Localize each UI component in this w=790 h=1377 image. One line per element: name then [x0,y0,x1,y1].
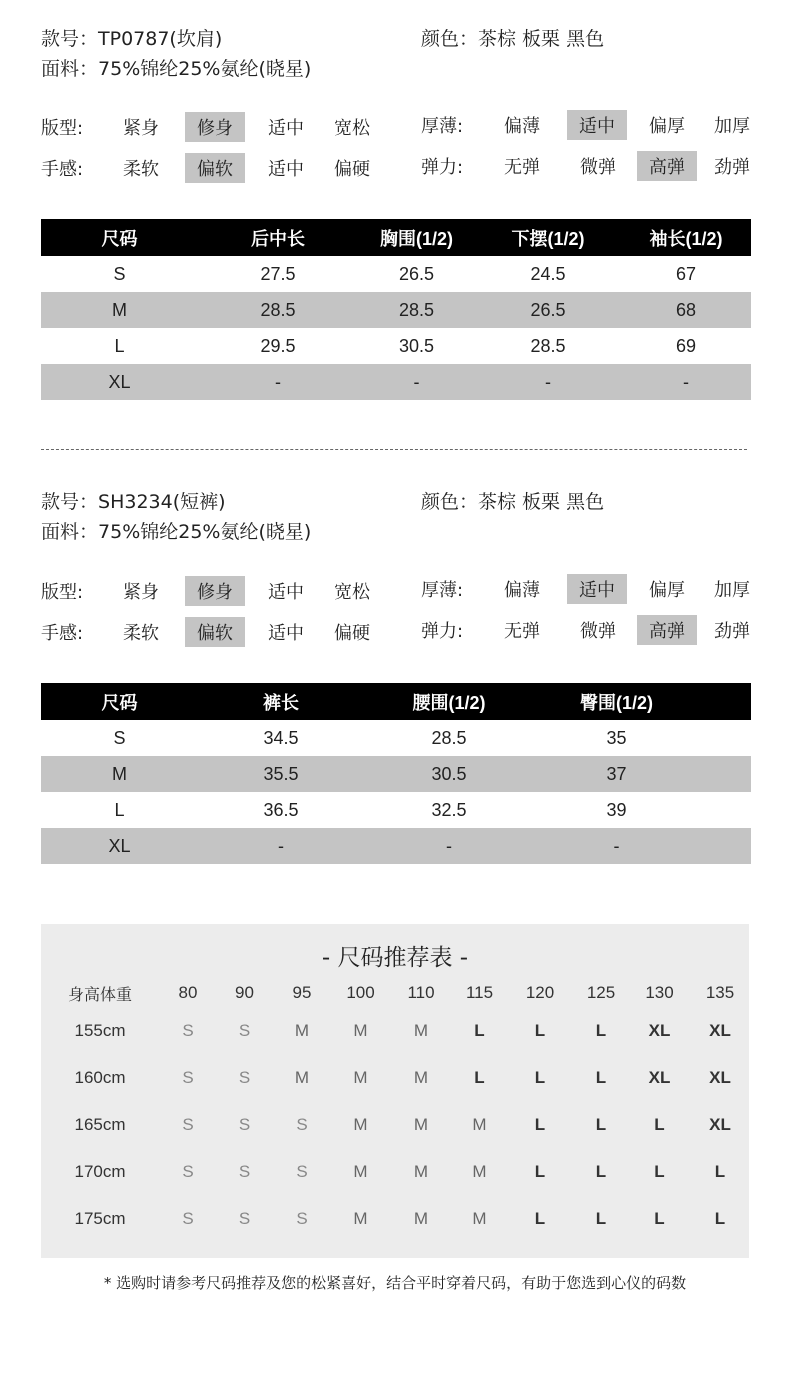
table-cell: 35.5 [198,756,364,792]
color-value: 茶棕 板栗 黑色 [478,28,605,50]
table-cell-spacer [699,756,751,792]
table-row [41,828,751,864]
fabric-info [41,54,311,81]
recommended-size: L [474,1067,485,1087]
thickness-option: 偏厚 [649,580,685,601]
thickness-option: 加厚 [714,116,750,137]
table-row [41,756,751,792]
table-cell: - [475,364,621,400]
recommended-size: S [182,1067,194,1087]
table-cell: 27.5 [260,263,296,284]
style-number [41,24,222,51]
fit-option: 紧身 [123,118,159,139]
feel-label: 手感: [41,159,84,180]
feel-option: 适中 [268,159,304,180]
table-cell: 36.5 [263,799,299,820]
table-cell: S [113,263,126,284]
recommended-size: XL [648,1067,671,1087]
recommended-size: M [413,1114,429,1134]
table-header: 尺码 [41,219,198,256]
table-row [41,256,751,292]
elasticity-label: 弹力: [421,621,464,642]
recommended-size: L [534,1114,546,1134]
height-label: 170cm [74,1161,126,1181]
recommended-size: L [654,1208,665,1228]
recommended-size: M [413,1161,429,1181]
size-recommendation-panel [41,924,749,1258]
recommended-size: S [182,1020,194,1040]
recommendation-row [41,1007,749,1054]
weight-header: 90 [235,983,254,1002]
style-number [41,487,226,514]
elasticity-option: 无弹 [504,157,540,178]
thickness-option-selected: 适中 [567,574,627,604]
fabric-label: 面料： [41,521,99,543]
table-cell: - [621,364,751,400]
recommended-size: XL [709,1020,731,1040]
corner-label: 身高体重 [67,986,132,1004]
recommended-size: L [595,1208,607,1228]
recommendation-row [41,1101,749,1148]
recommended-size: S [238,1208,251,1228]
weight-header: 130 [645,983,674,1002]
fabric-info [41,517,311,544]
recommended-size: L [534,1020,546,1040]
table-header: 裤长 [198,683,364,720]
elasticity-option: 微弹 [580,621,616,642]
recommendation-title: - 尺码推荐表 - [321,945,469,971]
table-cell: 67 [675,263,697,284]
table-cell: XL [41,364,198,400]
thickness-option: 偏薄 [504,580,540,601]
table-header-spacer [699,683,751,720]
table-cell: 68 [621,292,751,328]
recommended-size: XL [709,1067,731,1087]
recommended-size: L [474,1020,485,1040]
recommended-size: L [595,1161,607,1181]
color-info [421,487,604,514]
table-cell: M [41,756,198,792]
weight-header: 125 [586,983,616,1002]
recommended-size: S [238,1114,251,1134]
fabric-value: 75%锦纶25%氨纶(晓星) [98,521,312,543]
table-cell: 28.5 [358,292,475,328]
recommended-size: L [714,1161,726,1181]
fit-option-selected: 修身 [185,576,245,606]
weight-header: 115 [465,983,494,1002]
table-header: 尺码 [41,683,198,720]
table-row [41,720,751,756]
recommended-size: M [353,1067,368,1087]
feel-option: 偏硬 [334,623,370,644]
elasticity-option-selected: 高弹 [637,615,697,645]
feel-option-selected: 偏软 [185,617,245,647]
recommended-size: M [413,1067,429,1087]
table-header: 胸围(1/2) [358,219,475,256]
recommended-size: M [472,1161,487,1181]
fit-option: 紧身 [123,582,159,603]
table-cell: S [113,727,126,748]
recommended-size: S [296,1161,308,1181]
feel-option: 偏硬 [334,159,370,180]
elasticity-option: 微弹 [580,157,616,178]
color-label: 颜色： [421,28,479,50]
style-label: 款号： [41,491,99,513]
thickness-option: 加厚 [714,580,750,601]
elasticity-option: 无弹 [504,621,540,642]
feel-option-selected: 偏软 [185,153,245,183]
table-cell-spacer [699,720,751,756]
table-cell: L [114,335,125,356]
style-label: 款号： [41,28,99,50]
table-cell: M [41,292,198,328]
table-cell: 30.5 [398,335,435,356]
table-row [41,328,751,364]
recommended-size: M [472,1208,487,1228]
table-cell: L [114,799,125,820]
color-value: 茶棕 板栗 黑色 [478,491,605,513]
thickness-option: 偏薄 [504,116,540,137]
recommended-size: XL [709,1114,731,1134]
table-cell: 32.5 [431,799,467,820]
table-header: 袖长(1/2) [621,219,751,256]
recommended-size: L [595,1114,607,1134]
recommended-size: S [182,1161,194,1181]
recommended-size: L [534,1067,546,1087]
footnote: * 选购时请参考尺码推荐及您的松紧喜好，结合平时穿着尺码，有助于您选到心仪的码数 [103,1274,687,1292]
feel-option: 柔软 [123,623,159,644]
recommended-size: L [714,1208,726,1228]
height-label: 165cm [74,1114,126,1134]
table-cell: 29.5 [260,335,296,356]
table-cell-spacer [699,792,751,828]
color-info [421,24,604,51]
table-row [41,792,751,828]
recommended-size: S [182,1114,194,1134]
section-divider [41,449,747,450]
elasticity-option-selected: 高弹 [637,151,697,181]
fabric-label: 面料： [41,58,99,80]
table-cell: - [198,828,364,864]
recommended-size: M [413,1020,429,1040]
fabric-value: 75%锦纶25%氨纶(晓星) [98,58,312,80]
style-value: SH3234(短裤) [98,491,226,513]
recommended-size: S [238,1067,251,1087]
thickness-option: 偏厚 [649,116,685,137]
recommended-size: S [296,1208,308,1228]
table-cell-spacer [699,828,751,864]
fit-label: 版型: [41,118,84,139]
table-header: 腰围(1/2) [364,683,534,720]
table-cell: 26.5 [398,263,435,284]
recommended-size: S [238,1161,251,1181]
recommendation-row [41,1148,749,1195]
height-label: 155cm [74,1020,126,1040]
table-row [41,364,751,400]
elasticity-label: 弹力: [421,157,464,178]
recommended-size: M [294,1020,310,1040]
recommended-size: L [595,1020,607,1040]
table-cell: 28.5 [431,727,467,748]
feel-option: 适中 [268,623,304,644]
size-table-top [41,219,751,400]
recommended-size: M [353,1161,368,1181]
table-cell: - [198,364,358,400]
elasticity-option: 劲弹 [714,157,750,178]
recommended-size: S [182,1208,194,1228]
table-header: 下摆(1/2) [475,219,621,256]
thickness-label: 厚薄: [421,580,464,601]
recommended-size: M [294,1067,310,1087]
recommended-size: L [534,1208,546,1228]
recommended-size: L [595,1067,607,1087]
table-cell: - [358,364,475,400]
height-label: 160cm [74,1067,126,1087]
weight-header: 135 [705,983,735,1002]
table-cell: XL [41,828,198,864]
recommendation-header-row [41,979,749,1007]
weight-header: 80 [178,983,198,1002]
table-cell: 35 [606,727,627,748]
table-header-row [41,683,751,720]
recommended-size: L [654,1114,665,1134]
recommended-size: M [472,1114,487,1134]
style-value: TP0787(坎肩) [98,28,223,50]
elasticity-option: 劲弹 [714,621,750,642]
recommended-size: S [238,1020,251,1040]
recommendation-row [41,1195,749,1242]
table-cell: 37 [534,756,699,792]
table-cell: 24.5 [530,263,566,284]
table-cell: - [364,828,534,864]
table-cell: 34.5 [263,727,299,748]
feel-option: 柔软 [123,159,159,180]
fit-option-selected: 修身 [185,112,245,142]
weight-header: 120 [525,983,555,1002]
table-header: 后中长 [198,219,358,256]
size-table-bottom [41,683,751,864]
recommended-size: XL [648,1020,671,1040]
table-cell: - [534,828,699,864]
recommended-size: L [654,1161,665,1181]
recommendation-row [41,1054,749,1101]
recommended-size: S [296,1114,308,1134]
recommended-size: M [353,1020,368,1040]
height-label: 175cm [74,1208,126,1228]
weight-header: 95 [292,983,312,1002]
thickness-option-selected: 适中 [567,110,627,140]
recommended-size: L [534,1161,546,1181]
table-row [41,292,751,328]
table-cell: 28.5 [530,335,566,356]
recommendation-table [41,979,749,1242]
table-cell: 28.5 [198,292,358,328]
weight-header: 100 [346,983,375,1002]
table-cell: 69 [675,335,697,356]
weight-header: 110 [407,983,435,1002]
recommended-size: M [353,1208,368,1228]
table-header: 臀围(1/2) [534,683,699,720]
table-header-row [41,219,751,256]
fit-label: 版型: [41,582,84,603]
table-cell: 30.5 [364,756,534,792]
fit-option: 宽松 [334,582,370,603]
recommended-size: M [353,1114,368,1134]
fit-option: 适中 [268,582,304,603]
feel-label: 手感: [41,623,84,644]
color-label: 颜色： [421,491,479,513]
fit-option: 宽松 [334,118,370,139]
thickness-label: 厚薄: [421,116,464,137]
table-cell: 39 [606,799,627,820]
table-cell: 26.5 [475,292,621,328]
recommended-size: M [413,1208,429,1228]
fit-option: 适中 [268,118,304,139]
